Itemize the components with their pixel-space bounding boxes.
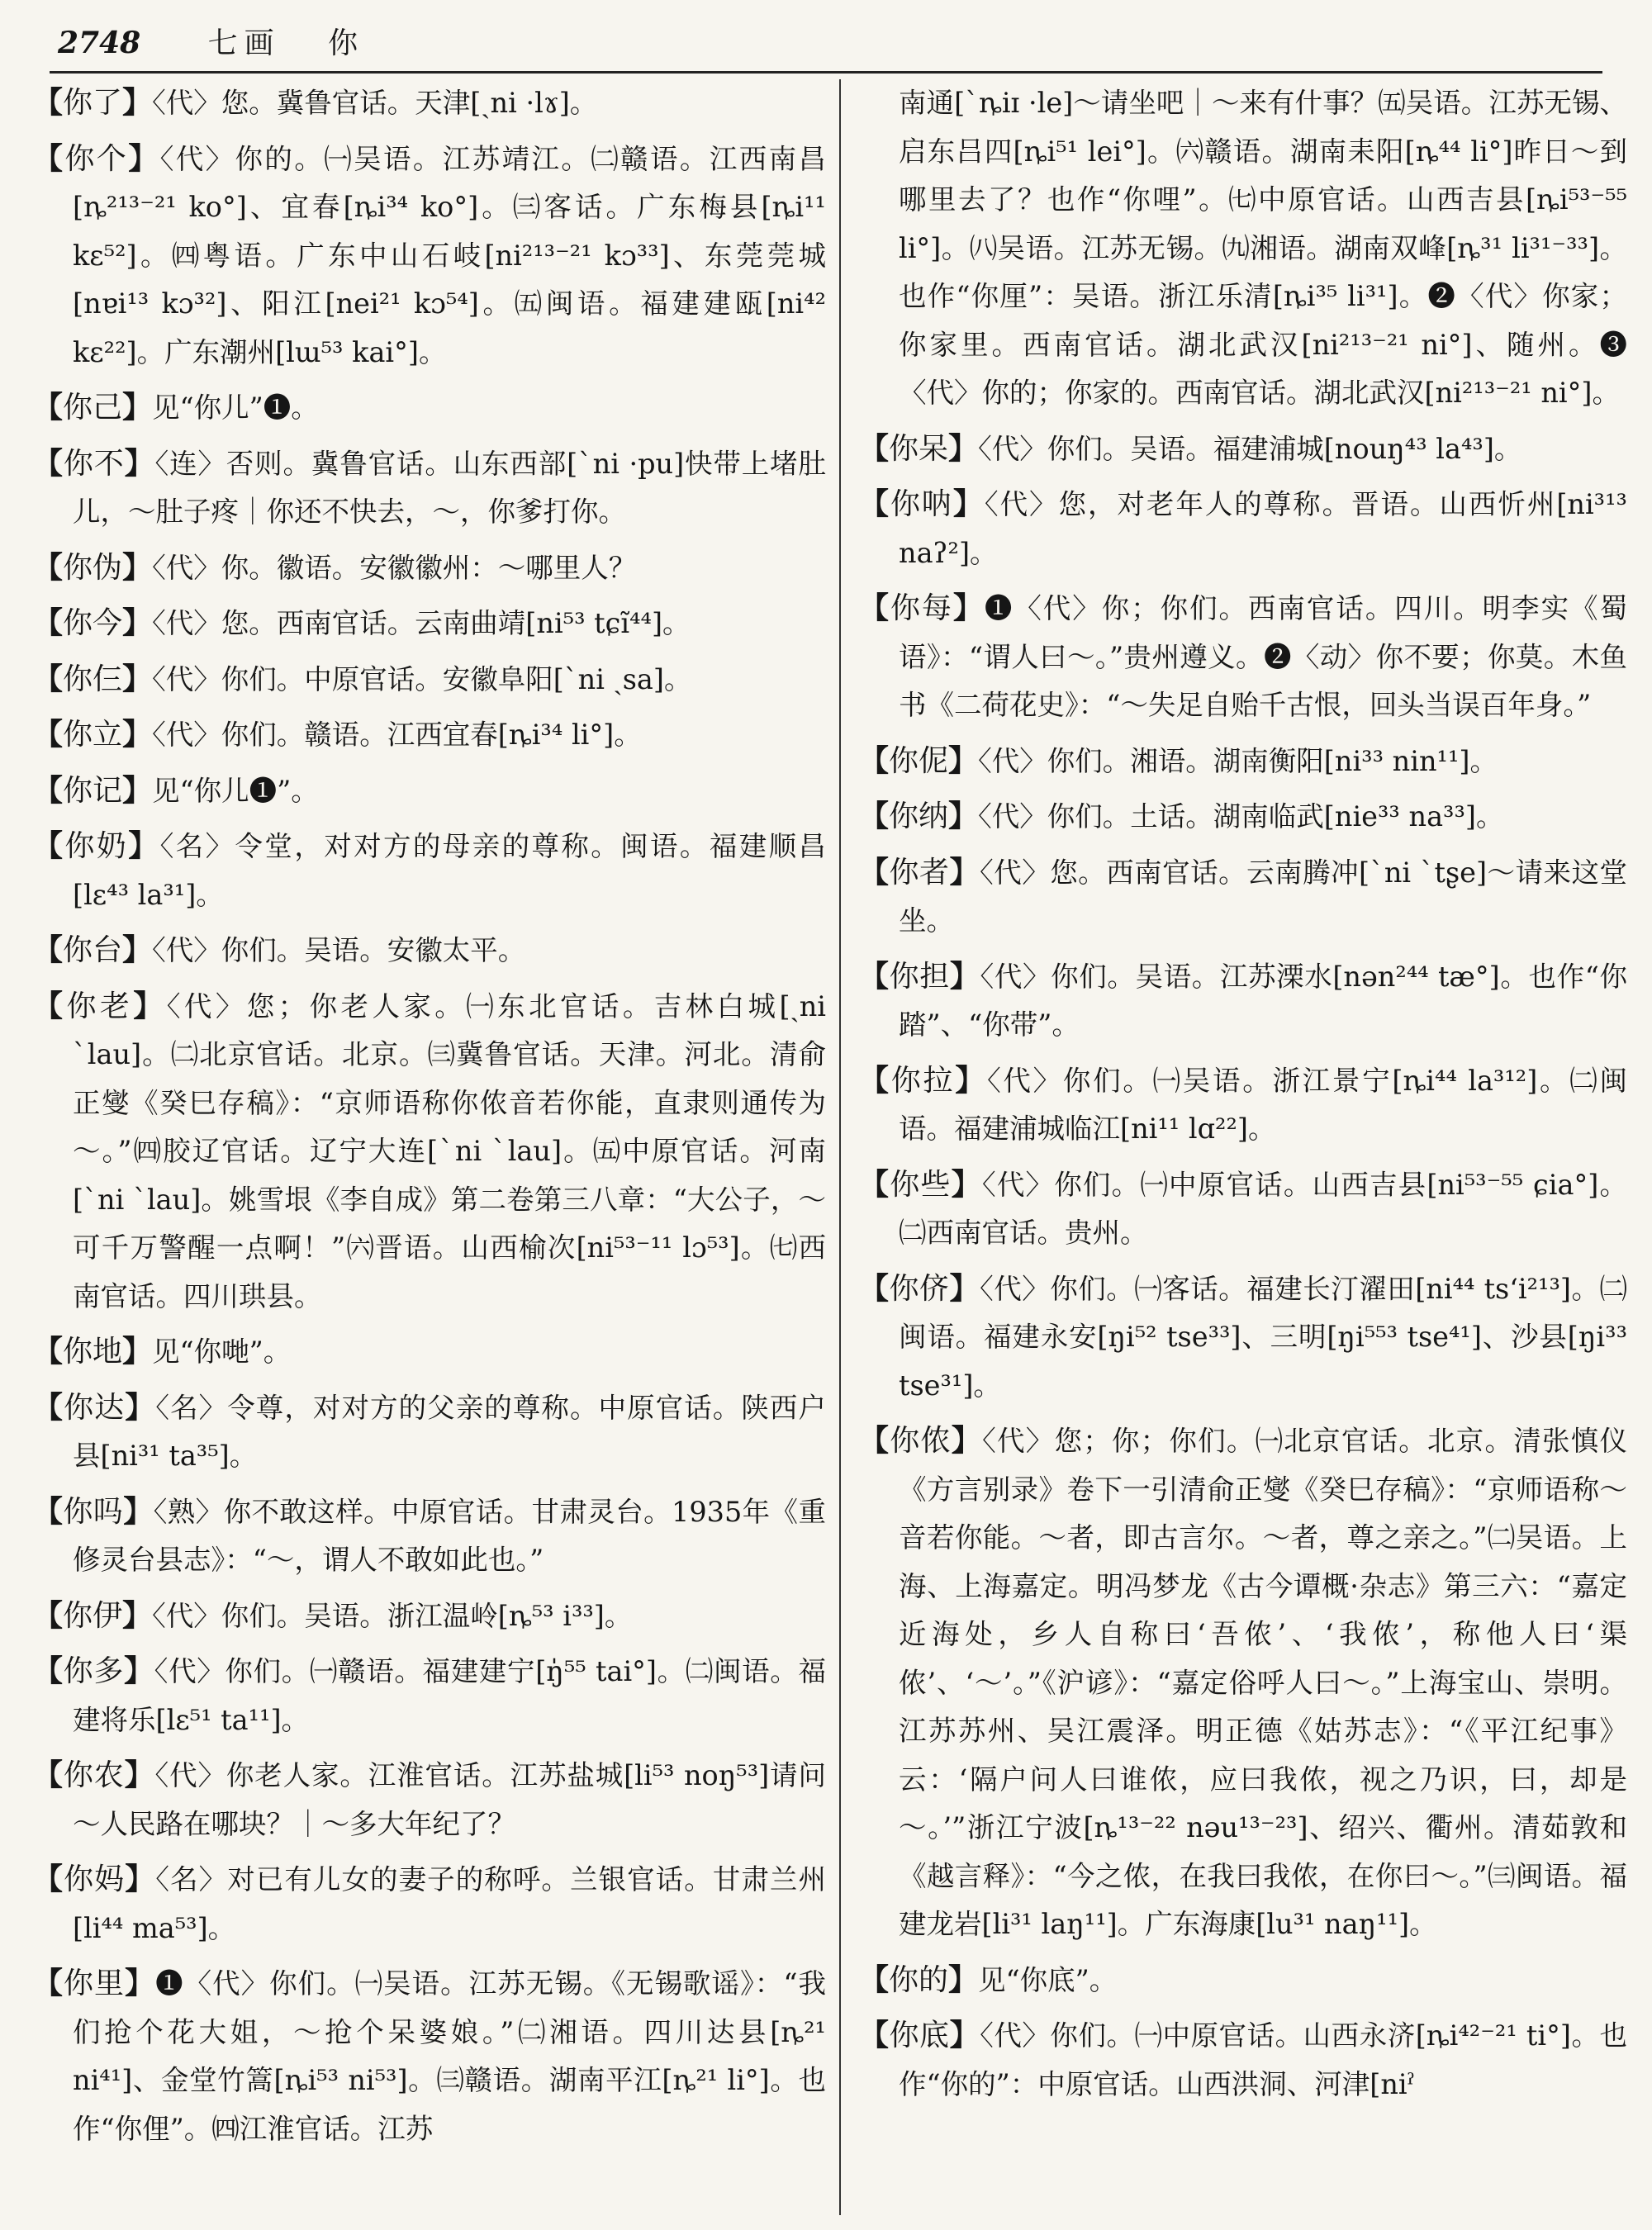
dictionary-entry [33, 1328, 826, 1377]
entry-definition: 〈代〉你们。㈠赣语。福建建宁[ŋ̍⁵⁵ tai°]。㈡闽语。福建将乐[lɛ⁵¹ ta¹¹]。 [73, 1655, 826, 1736]
entry-definition: 〈代〉你们。土话。湖南临武[nie³³ na³³]。 [978, 800, 1504, 833]
dictionary-entry [859, 849, 1627, 946]
entry-headword: 【你了】 [33, 86, 153, 120]
dictionary-entry [859, 793, 1627, 842]
entry-headword: 【你每】 [859, 591, 985, 625]
entry-headword: 【你仨】 [33, 662, 153, 696]
entry-definition: 〈代〉你。徽语。安徽徽州：～哪里人？ [152, 551, 637, 584]
entry-definition: 〈代〉你的。㈠吴语。江苏靖江。㈡赣语。江西南昌[ȵ²¹³⁻²¹ ko°]、宜春[ȵi³⁴ ko°]。㈢客话。广东梅县[ȵi¹¹ kɛ⁵²]。㈣粤语。广东中山石岐[ni²¹³⁻²¹ kɔ³³]、东莞莞城[nɐi¹³ kɔ³²]、阳江[nei²¹ kɔ⁵⁴]。㈤闽语。福建建瓯[ni⁴² kɛ²²]。广东潮州[lɯ⁵³ kai°]。 [73, 142, 826, 368]
entry-definition: ❶〈代〉你；你们。西南官话。四川。明李实《蜀语》：“谓人曰～。”贵州遵义。❷〈动〉你不要；你莫。木鱼书《二荷花史》：“～失足自贻千古恨，回头当误百年身。” [899, 592, 1627, 721]
entry-definition: 见“你儿❶”。 [152, 774, 319, 807]
entry-definition: ❶〈代〉你们。㈠吴语。江苏无锡。《无锡歌谣》：“我们抢个花大姐，～抢个呆婆娘。”㈡湘语。四川达县[ȵ²¹ ni⁴¹]、金堂竹篙[ȵi⁵³ ni⁵³]。㈢赣语。湖南平江[ȵ²¹ li°]。也作“你俚”。㈣江淮官话。江苏 [73, 1967, 826, 2145]
headword-text: 你奶 [64, 829, 129, 863]
entry-headword: 【你侬】 [859, 1424, 982, 1458]
entry-definition: 〈代〉您；你；你们。㈠北京官话。北京。清张慎仪《方言别录》卷下一引清俞正燮《癸巳存稿》：“京师语称～音若你能。～者，即古言尔。～者，尊之亲之。”㈡吴语。上海、上海嘉定。明冯梦龙《古今谭概·杂志》第三六：“嘉定近海处，乡人自称曰‘吾侬’、‘我侬’，称他人曰‘渠侬’、‘～’。”《沪谚》：“嘉定俗呼人曰～。”上海宝山、崇明。江苏苏州、吴江震泽。明正德《姑苏志》：“《平江纪事》云：‘隔户问人曰谁侬，应曰我侬，视之乃识，曰，却是～。’”浙江宁波[ȵ¹³⁻²² nəu¹³⁻²³]、绍兴、衢州。清茹敦和《越言释》：“今之侬，在我曰我侬，在你曰～。”㈢闽语。福建龙岩[li³¹ laŋ¹¹]。广东海康[lu³¹ naŋ¹¹]。 [899, 1425, 1627, 1940]
entry-definition: 〈代〉你们。㈠客话。福建长汀濯田[ni⁴⁴ tsʻi²¹³]。㈡闽语。福建永安[ŋi⁵² tse³³]、三明[ŋi⁵⁵³ tse⁴¹]、沙县[ŋi³³ tse³¹]。 [899, 1272, 1627, 1402]
entry-headword: 【你奶】 [33, 829, 160, 863]
headword-text: 你记 [63, 773, 123, 808]
entry-definition: 〈代〉你老人家。江淮官话。江苏盐城[li⁵³ noŋ⁵³]请问～人民路在哪块？｜～多大年纪了？ [73, 1759, 826, 1840]
page-number: 2748 [58, 26, 141, 60]
entry-headword: 【你里】 [33, 1967, 156, 2000]
dictionary-entry [859, 1957, 1627, 2005]
headword-text: 你妈 [64, 1862, 126, 1896]
dictionary-entry [33, 79, 826, 128]
entry-headword: 【你多】 [33, 1654, 154, 1688]
headword-text: 你呆 [889, 431, 949, 466]
headword-text: 你台 [63, 933, 123, 967]
headword-text: 你达 [64, 1390, 126, 1425]
entry-definition: 〈名〉令堂，对对方的母亲的尊称。闽语。福建顺昌[lɛ⁴³ la³¹]。 [73, 830, 826, 911]
headword-text: 你侬 [890, 1424, 952, 1458]
entry-definition: 〈熟〉你不敢这样。中原官话。甘肃灵台。1935年《重修灵台县志》：“～，谓人不敢如此也。” [73, 1495, 826, 1576]
dictionary-entry [33, 656, 826, 705]
dictionary-entry [859, 425, 1627, 474]
entry-headword: 【你担】 [859, 959, 980, 994]
entry-headword: 【你侪】 [859, 1271, 980, 1306]
left-column [33, 79, 826, 2215]
headword-text: 你了 [63, 86, 123, 120]
dictionary-entry [859, 1057, 1627, 1154]
entry-definition: 见“你底”。 [978, 1963, 1118, 1996]
entry-headword: 【你的】 [859, 1962, 979, 1997]
dictionary-entry [33, 927, 826, 975]
dictionary-entry [33, 823, 826, 919]
entry-definition: 〈代〉你们。湘语。湖南衡阳[ni³³ nin¹¹]。 [978, 744, 1498, 777]
entry-headword: 【你妈】 [33, 1862, 156, 1896]
entry-headword: 【你吗】 [33, 1494, 154, 1529]
chapter-label: 七画 [207, 26, 281, 60]
entry-definition: 〈代〉你们。中原官话。安徽阜阳[ˋni ˏsa]。 [152, 662, 692, 695]
dictionary-entry [33, 1648, 826, 1744]
headword-text: 你底 [889, 2019, 950, 2052]
entry-definition: 〈代〉你们。吴语。安徽太平。 [152, 934, 526, 966]
header-rule [50, 71, 1602, 74]
header-character: 你 [328, 26, 358, 60]
headword-text: 你侪 [889, 1271, 950, 1306]
headword-text: 你每 [890, 591, 953, 625]
dictionary-entry [859, 2012, 1627, 2109]
dictionary-entry [859, 953, 1627, 1050]
headword-text: 你伊 [63, 1598, 123, 1633]
entry-definition: 〈代〉你们。㈠中原官话。山西永济[ȵi⁴²⁻²¹ ti°]。也作“你的”：中原官话。山西洪洞、河津[niˀ [899, 2019, 1627, 2100]
entry-headword: 【你伪】 [33, 550, 153, 585]
headword-text: 你呐 [890, 487, 953, 521]
headword-text: 你不 [63, 446, 125, 481]
dictionary-entry [33, 440, 826, 537]
dictionary-entry [859, 585, 1627, 730]
headword-text: 你的 [889, 1962, 949, 1997]
entry-definition: 〈代〉你们。吴语。浙江温岭[ȵ⁵³ i³³]。 [152, 1599, 633, 1632]
entry-headword: 【你伲】 [859, 743, 979, 778]
entry-definition: 见“你儿”❶。 [152, 391, 319, 424]
headword-text: 你立 [63, 718, 123, 752]
entry-definition: 南通[ˋȵiɪ ·le]～请坐吧｜～来有什事？㈤吴语。江苏无锡、启东吕四[ȵi⁵¹ lei°]。㈥赣语。湖南耒阳[ȵ⁴⁴ li°]昨日～到哪里去了？也作“你哩”。㈦中原官话。山西吉县[ȵi⁵³⁻⁵⁵ li°]。㈧吴语。江苏无锡。㈨湘语。湖南双峰[ȵ³¹ li³¹⁻³³]。也作“你厘”：吴语。浙江乐清[ȵi³⁵ li³¹]。❷〈代〉你家；你家里。西南官话。湖北武汉[ni²¹³⁻²¹ ni°]、随州。❸〈代〉你的；你家的。西南官话。湖北武汉[ni²¹³⁻²¹ ni°]。 [899, 87, 1627, 409]
dictionary-entry [859, 1161, 1627, 1258]
right-column [859, 79, 1627, 2215]
headword-text: 你些 [890, 1167, 952, 1202]
entry-definition: 〈代〉你们。㈠吴语。浙江景宁[ȵi⁴⁴ la³¹²]。㈡闽语。福建浦城临江[ni¹¹ lɑ²²]。 [899, 1064, 1627, 1145]
entry-definition: 〈代〉你们。赣语。江西宜春[ȵi³⁴ li°]。 [152, 719, 642, 751]
entry-definition: 〈代〉您。西南官话。云南曲靖[ni⁵³ tɕĩ⁴⁴]。 [152, 607, 691, 639]
entry-headword: 【你些】 [859, 1167, 982, 1202]
dictionary-entry [33, 1856, 826, 1952]
entry-definition: 〈名〉对已有儿女的妻子的称呼。兰银官话。甘肃兰州[li⁴⁴ ma⁵³]。 [73, 1863, 826, 1944]
entry-headword: 【你记】 [33, 773, 153, 808]
entry-definition: 〈连〉否则。冀鲁官话。山东西部[ˋni ·pu]快带上堵肚儿，～肚子疼｜你还不快去，～，你爹打你。 [73, 447, 826, 528]
dictionary-entry [33, 544, 826, 593]
headword-text: 你地 [63, 1335, 123, 1369]
entry-headword: 【你老】 [33, 989, 167, 1023]
headword-text: 你吗 [63, 1494, 124, 1529]
dictionary-entry [33, 384, 826, 433]
headword-text: 你拉 [890, 1063, 956, 1098]
dictionary-entry [859, 1265, 1627, 1411]
headword-text: 你里 [64, 1967, 126, 2000]
entry-headword: 【你今】 [33, 606, 153, 640]
entry-definition: 〈代〉您。西南官话。云南腾冲[ˋni ˋtʂe]～请来这堂坐。 [899, 856, 1627, 937]
entry-headword: 【你己】 [33, 391, 153, 425]
entry-definition: 〈代〉您；你老人家。㈠东北官话。吉林白城[ˏni ˋlau]。㈡北京官话。北京。㈢冀鲁官话。天津。河北。清俞正燮《癸巳存稿》：“京师语称你侬音若你能，直隶则通传为～。”㈣胶辽官话。辽宁大连[ˋni ˋlau]。㈤中原官话。河南[ˋni ˋlau]。姚雪垠《李自成》第二卷第三八章：“大公子，～可千万警醒一点啊！”㈥晋语。山西榆次[ni⁵³⁻¹¹ lɔ⁵³]。㈦西南官话。四川珙县。 [73, 989, 826, 1312]
dictionary-entry [859, 738, 1627, 786]
dictionary-entry [33, 1384, 826, 1481]
entry-definition: 〈代〉您，对老年人的尊称。晋语。山西忻州[ni³¹³ naʔ²]。 [899, 488, 1627, 569]
entry-headword: 【你个】 [33, 141, 160, 176]
headword-text: 你农 [63, 1758, 125, 1792]
entry-headword: 【你纳】 [859, 799, 979, 833]
dictionary-entry [33, 711, 826, 760]
dictionary-entry [859, 481, 1627, 577]
entry-headword: 【你农】 [33, 1758, 155, 1792]
entry-headword: 【你达】 [33, 1390, 156, 1425]
headword-text: 你伪 [63, 550, 123, 585]
headword-text: 你担 [889, 959, 950, 994]
dictionary-entry [33, 1752, 826, 1848]
dictionary-entry [33, 1960, 826, 2153]
headword-text: 你者 [889, 855, 950, 890]
headword-text: 你多 [63, 1654, 124, 1688]
headword-text: 你个 [64, 141, 129, 176]
entry-definition: 〈代〉你们。吴语。江苏溧水[nən²⁴⁴ tæ°]。也作“你踏”、“你带”。 [899, 960, 1627, 1041]
headword-text: 你己 [63, 391, 123, 425]
entry-definition: 〈名〉令尊，对对方的父亲的尊称。中原官话。陕西户县[ni³¹ ta³⁵]。 [73, 1391, 826, 1472]
headword-text: 你老 [66, 989, 134, 1023]
column-divider [839, 79, 841, 2215]
entry-definition: 〈代〉你们。吴语。福建浦城[nouŋ⁴³ la⁴³]。 [978, 432, 1522, 465]
entry-definition: 〈代〉您。冀鲁官话。天津[ˏni ·lɤ]。 [152, 87, 598, 119]
entry-headword: 【你底】 [859, 2019, 980, 2052]
dictionary-entry [33, 1488, 826, 1585]
entry-definition: 〈代〉你们。㈠中原官话。山西吉县[ni⁵³⁻⁵⁵ ɕia°]。㈡西南官话。贵州。 [899, 1168, 1627, 1249]
entry-definition: 见“你哋”。 [152, 1336, 292, 1368]
headword-text: 你纳 [889, 799, 949, 833]
entry-headword: 【你者】 [859, 855, 980, 890]
headword-text: 你今 [63, 606, 123, 640]
entry-headword: 【你伊】 [33, 1598, 153, 1633]
dictionary-entry [859, 79, 1627, 418]
dictionary-entry [859, 1417, 1627, 1949]
dictionary-entry [33, 135, 826, 377]
entry-headword: 【你呆】 [859, 431, 979, 466]
entry-headword: 【你拉】 [859, 1063, 987, 1098]
entry-headword: 【你立】 [33, 718, 153, 752]
dictionary-entry [33, 600, 826, 648]
entry-headword: 【你不】 [33, 446, 155, 481]
headword-text: 你仨 [63, 662, 123, 696]
page-header [58, 18, 1602, 68]
dictionary-entry [33, 767, 826, 816]
entry-headword: 【你台】 [33, 933, 153, 967]
headword-text: 你伲 [889, 743, 949, 778]
dictionary-entry [33, 1592, 826, 1641]
dictionary-entry [33, 983, 826, 1321]
entry-headword: 【你地】 [33, 1335, 153, 1369]
entry-headword: 【你呐】 [859, 487, 985, 521]
